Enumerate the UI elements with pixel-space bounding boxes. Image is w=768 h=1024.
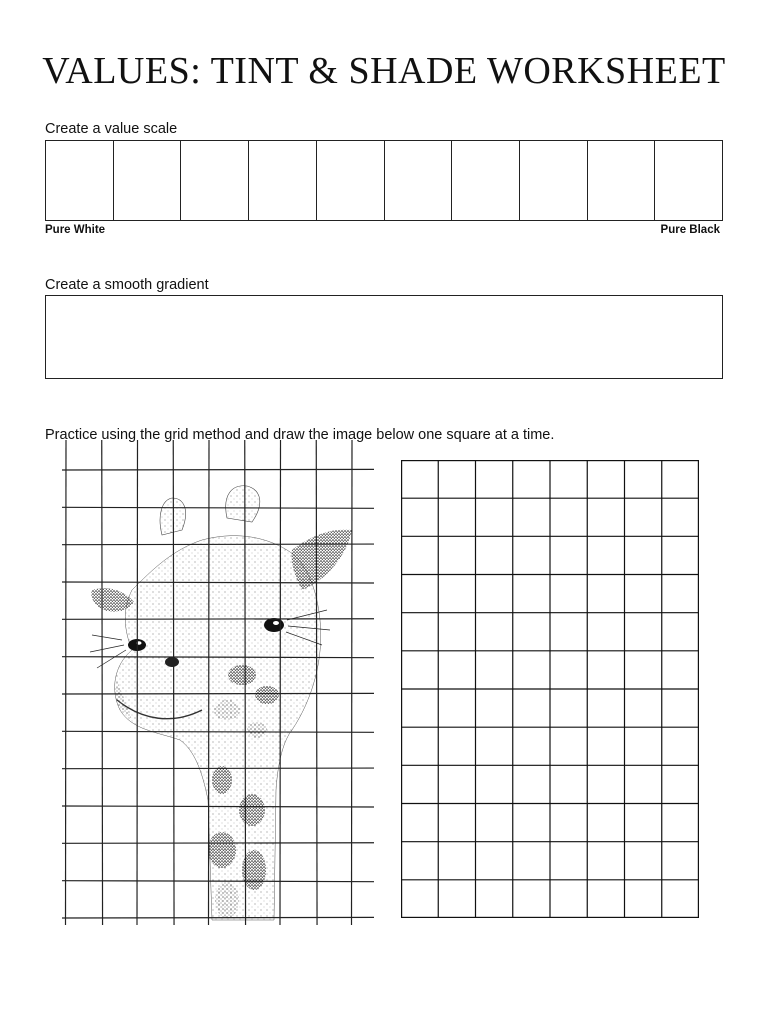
reference-grid-line [102, 440, 103, 925]
reference-grid-line [62, 768, 374, 769]
reference-grid-line [62, 469, 374, 470]
reference-grid-line [62, 657, 374, 658]
gradient-heading: Create a smooth gradient [45, 277, 209, 293]
gradient-box [45, 295, 723, 379]
value-scale-cell [385, 141, 453, 220]
value-scale-heading: Create a value scale [45, 121, 178, 137]
reference-grid-line [173, 440, 174, 925]
value-scale-cell [452, 141, 520, 220]
value-scale-cell [588, 141, 656, 220]
blank-drawing-grid [401, 460, 699, 918]
giraffe-reference-image [62, 440, 378, 925]
value-scale-cell [249, 141, 317, 220]
value-scale-boxes [45, 140, 723, 221]
reference-grid-line [62, 731, 374, 732]
reference-grid-line [62, 507, 374, 508]
reference-grid-line [62, 806, 374, 807]
grid-method-heading: Practice using the grid method and draw the image below one square at a time. [45, 427, 555, 443]
reference-grid-line [62, 619, 374, 620]
reference-grid-line [62, 843, 374, 844]
reference-grid-line [245, 440, 246, 925]
reference-grid-line [316, 440, 317, 925]
pure-black-label: Pure Black [660, 224, 720, 236]
reference-grid-line [280, 440, 281, 925]
reference-grid-line [62, 544, 374, 545]
pure-white-label: Pure White [45, 224, 106, 236]
reference-grid-line [66, 440, 67, 925]
value-scale-cell [46, 141, 114, 220]
value-scale-cell [520, 141, 588, 220]
value-scale-cell [181, 141, 249, 220]
value-scale-cell [655, 141, 722, 220]
reference-grid-line [209, 440, 210, 925]
reference-grid-line [62, 881, 374, 882]
reference-grid-line [352, 440, 353, 925]
page-title: VALUES: TINT & SHADE WORKSHEET [42, 50, 726, 92]
value-scale-cell [114, 141, 182, 220]
value-scale-cell [317, 141, 385, 220]
reference-grid-line [62, 693, 374, 694]
reference-grid-line [62, 582, 374, 583]
reference-grid-line [62, 917, 374, 918]
reference-grid-line [137, 440, 138, 925]
